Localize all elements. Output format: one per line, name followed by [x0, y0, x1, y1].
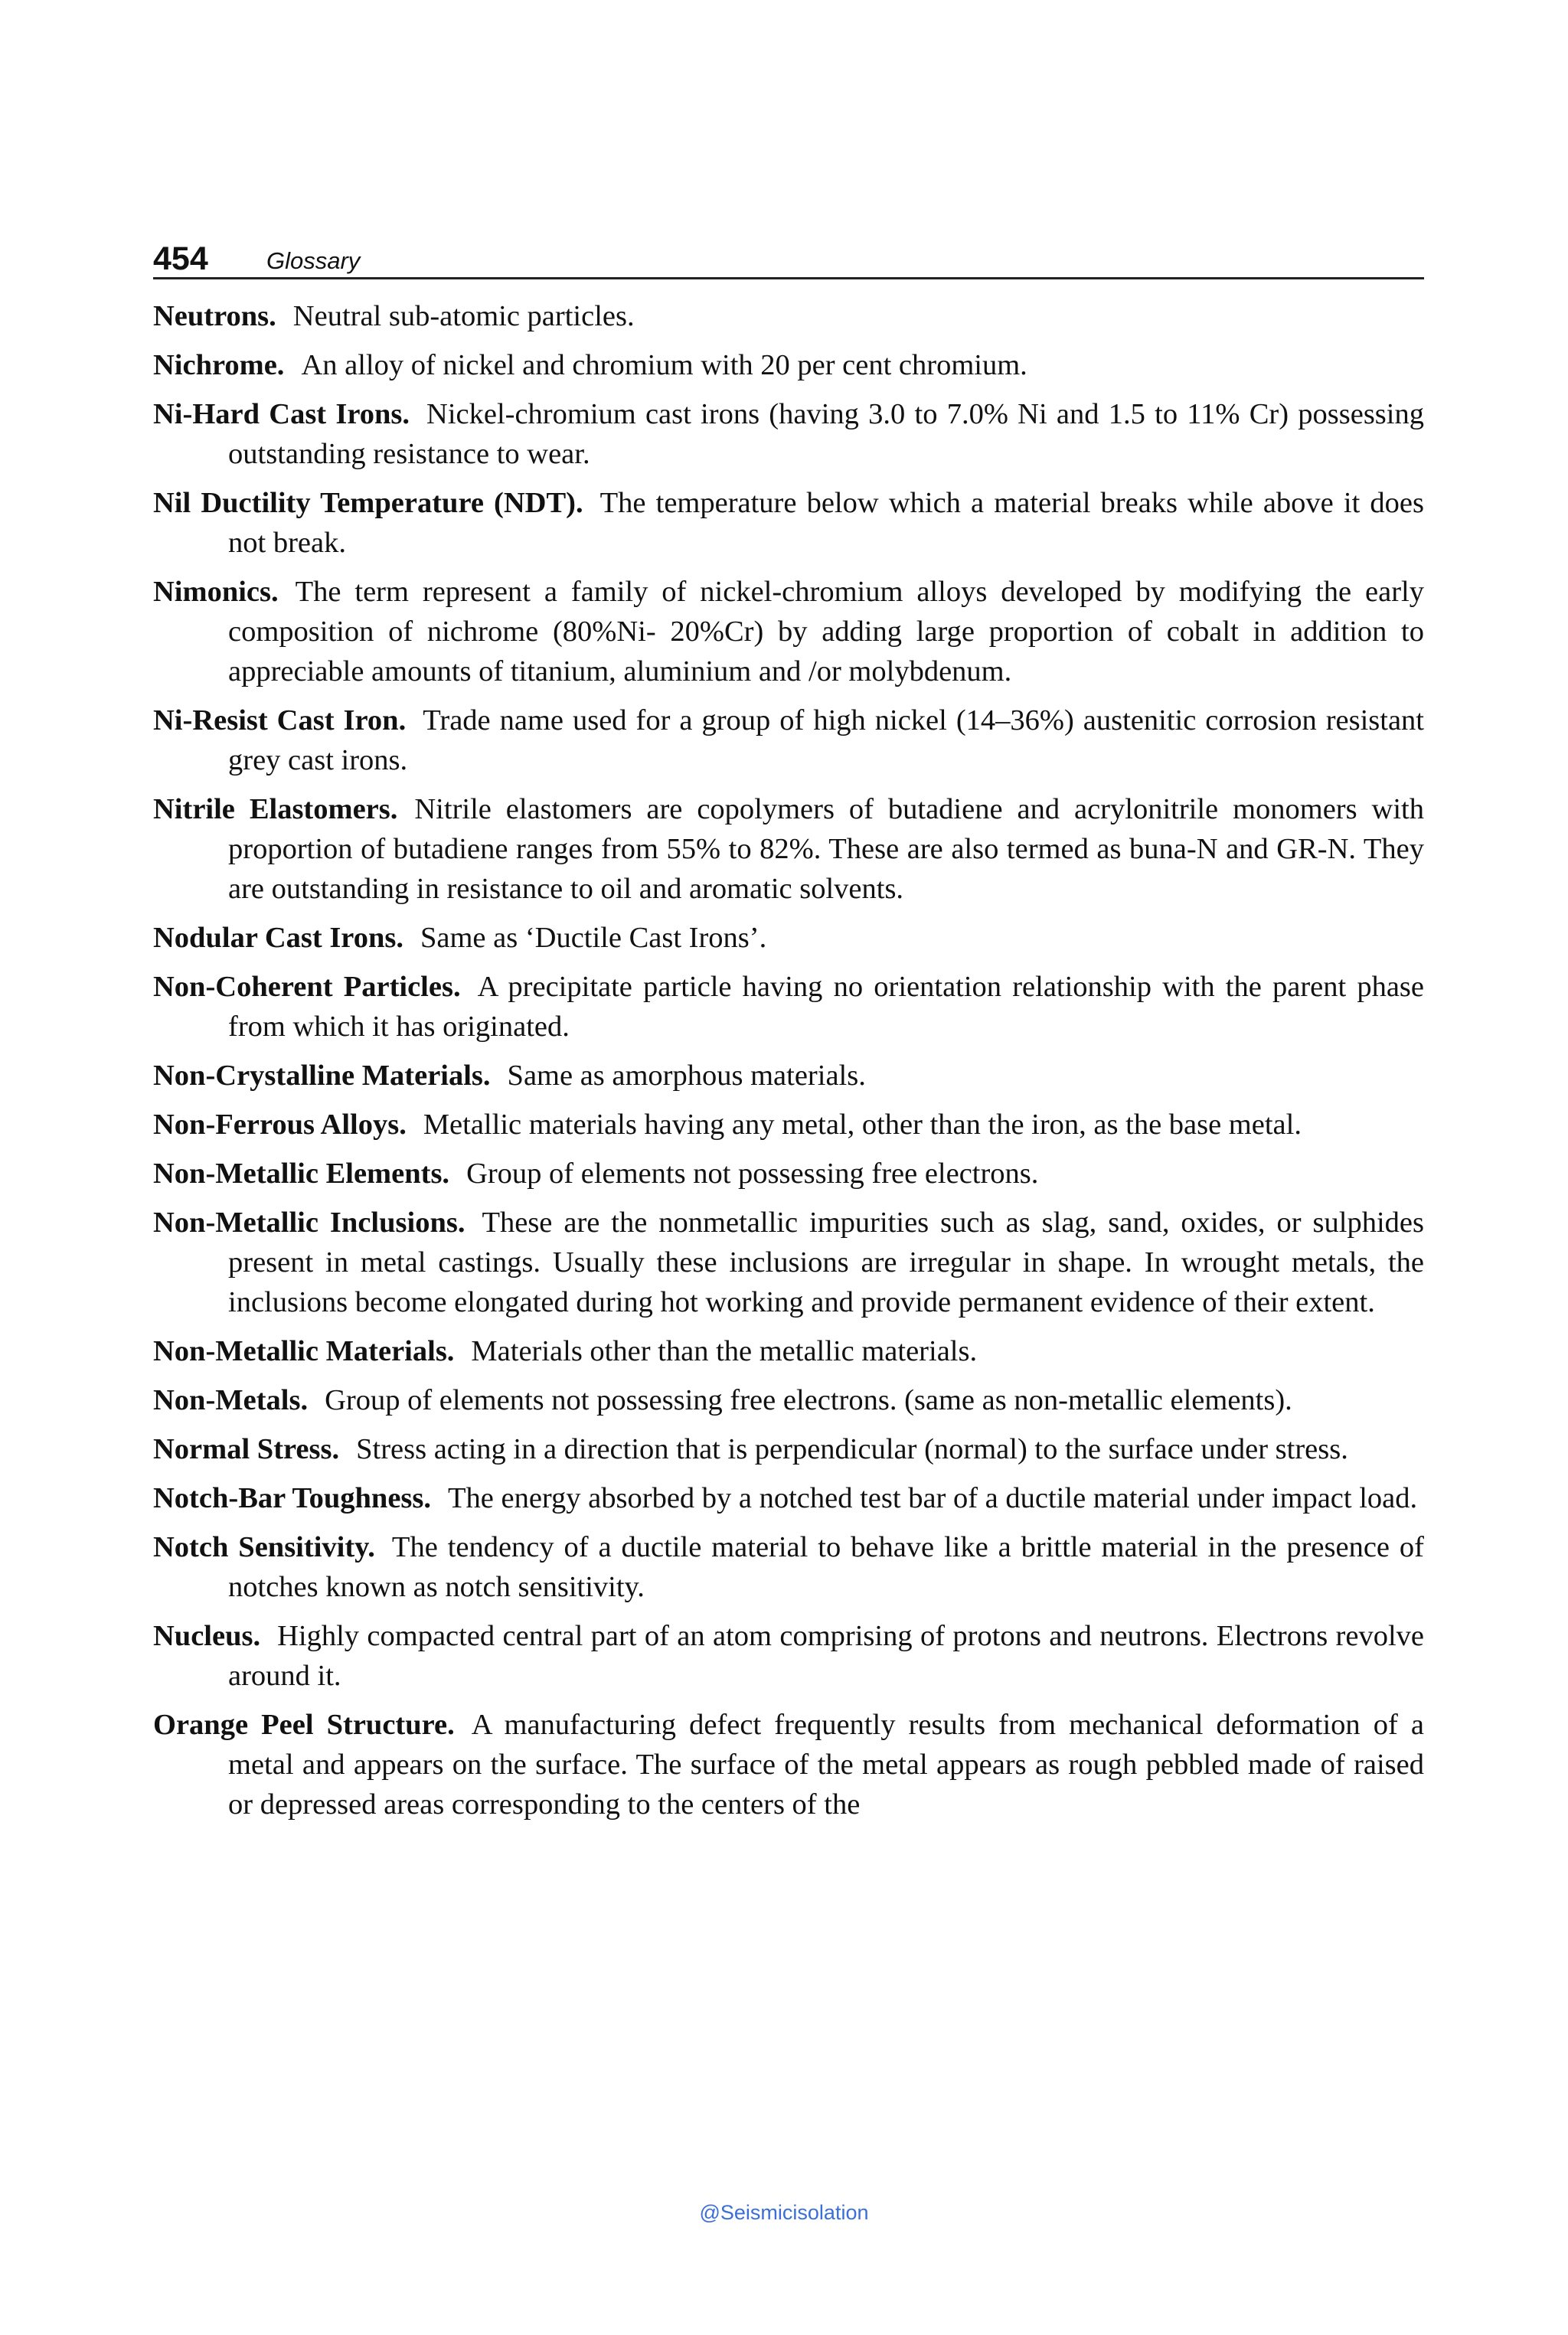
glossary-term: Orange Peel Structure. [153, 1709, 455, 1741]
glossary-definition: Stress acting in a direction that is perpendicular (normal) to the surface under stress. [356, 1433, 1348, 1465]
glossary-definition: The temperature below which a material breaks while above it does not break. [228, 487, 1424, 559]
glossary-entry [153, 1380, 1424, 1420]
glossary-definition: Neutral sub-atomic particles. [292, 300, 635, 332]
glossary-definition: A precipitate particle having no orientation relationship with the parent phase from which it has originated. [228, 971, 1424, 1043]
glossary-definition: A manufacturing defect frequently results from mechanical deformation of a metal and appears on the surface. The surface of the metal appears as rough pebbled made of raised or depressed areas corresponding to the centers of the [228, 1709, 1424, 1821]
glossary-term: Non-Metallic Elements. [153, 1158, 450, 1190]
glossary-definition: Same as amorphous materials. [507, 1060, 866, 1092]
glossary-definition: The energy absorbed by a notched test bar of a ductile material under impact load. [448, 1482, 1418, 1514]
glossary-term: Ni-Hard Cast Irons. [153, 398, 410, 430]
glossary-definition: These are the nonmetallic impurities such as slag, sand, oxides, or sulphides present in metal castings. Usually these inclusions are irregular in shape. In wrought metals, the inclusions become elongated during hot working and provide permanent evidence of their extent. [228, 1207, 1424, 1318]
page-header [153, 230, 1424, 279]
glossary-entry [153, 1105, 1424, 1145]
glossary-entry [153, 789, 1424, 909]
glossary-entry [153, 394, 1424, 474]
glossary-term: Non-Metallic Inclusions. [153, 1207, 466, 1239]
glossary-term: Neutrons. [153, 300, 276, 332]
glossary-entry [153, 1203, 1424, 1322]
glossary-entry [153, 700, 1424, 780]
glossary-definition: Materials other than the metallic materials. [471, 1335, 978, 1367]
glossary-term: Non-Crystalline Materials. [153, 1060, 491, 1092]
glossary-definition: The tendency of a ductile material to behave like a brittle material in the presence of notches known as notch sensitivity. [228, 1531, 1424, 1603]
glossary-entry [153, 967, 1424, 1047]
glossary-entry [153, 1154, 1424, 1194]
glossary-definition: Nitrile elastomers are copolymers of butadiene and acrylonitrile monomers with proportion of butadiene ranges from 55% to 82%. These are also termed as buna-N and GR-N. They are outstanding in resistance to oil and aromatic solvents. [228, 793, 1424, 905]
glossary-term: Nitrile Elastomers. [153, 793, 398, 825]
glossary-term: Nil Ductility Temperature (NDT). [153, 487, 583, 519]
glossary-entries [153, 296, 1424, 1824]
glossary-entry [153, 572, 1424, 691]
glossary-definition: Metallic materials having any metal, other than the iron, as the base metal. [423, 1109, 1302, 1141]
glossary-term: Nodular Cast Irons. [153, 922, 403, 954]
glossary-term: Nimonics. [153, 576, 279, 608]
page-number: 454 [153, 240, 208, 277]
glossary-term: Non-Metals. [153, 1384, 309, 1416]
glossary-entry [153, 918, 1424, 958]
glossary-definition: Group of elements not possessing free electrons. (same as non-metallic elements). [325, 1384, 1292, 1416]
glossary-entry [153, 1616, 1424, 1696]
watermark: @Seismicisolation [699, 2201, 869, 2224]
glossary-definition: Highly compacted central part of an atom comprising of protons and neutrons. Electrons revolve around it. [228, 1620, 1424, 1692]
glossary-definition: Group of elements not possessing free electrons. [466, 1158, 1039, 1190]
glossary-definition: Trade name used for a group of high nickel (14–36%) austenitic corrosion resistant grey cast irons. [228, 704, 1425, 776]
glossary-term: Non-Ferrous Alloys. [153, 1109, 407, 1141]
glossary-entry [153, 1478, 1424, 1518]
glossary-entry [153, 296, 1424, 336]
glossary-entry [153, 1527, 1424, 1607]
glossary-definition: Same as ‘Ductile Cast Irons’. [420, 922, 767, 954]
glossary-entry [153, 1705, 1424, 1824]
glossary-entry [153, 345, 1424, 385]
glossary-entry [153, 1331, 1424, 1371]
glossary-definition: The term represent a family of nickel-chromium alloys developed by modifying the early composition of nichrome (80%Ni- 20%Cr) by adding large proportion of cobalt in addition to appreciable amounts of titanium, aluminium and /or molybdenum. [228, 576, 1424, 687]
glossary-term: Nucleus. [153, 1620, 261, 1652]
glossary-page [153, 230, 1424, 1834]
glossary-term: Non-Metallic Materials. [153, 1335, 455, 1367]
glossary-entry [153, 1056, 1424, 1096]
glossary-term: Notch-Bar Toughness. [153, 1482, 432, 1514]
glossary-definition: An alloy of nickel and chromium with 20 per cent chromium. [301, 349, 1027, 381]
glossary-term: Non-Coherent Particles. [153, 971, 461, 1003]
glossary-entry [153, 483, 1424, 563]
glossary-term: Ni-Resist Cast Iron. [153, 704, 407, 736]
glossary-term: Normal Stress. [153, 1433, 340, 1465]
running-head: Glossary [266, 247, 361, 274]
glossary-term: Nichrome. [153, 349, 285, 381]
glossary-definition: Nickel-chromium cast irons (having 3.0 to 7.0% Ni and 1.5 to 11% Cr) possessing outstanding resistance to wear. [228, 398, 1424, 470]
glossary-term: Notch Sensitivity. [153, 1531, 375, 1563]
glossary-entry [153, 1429, 1424, 1469]
